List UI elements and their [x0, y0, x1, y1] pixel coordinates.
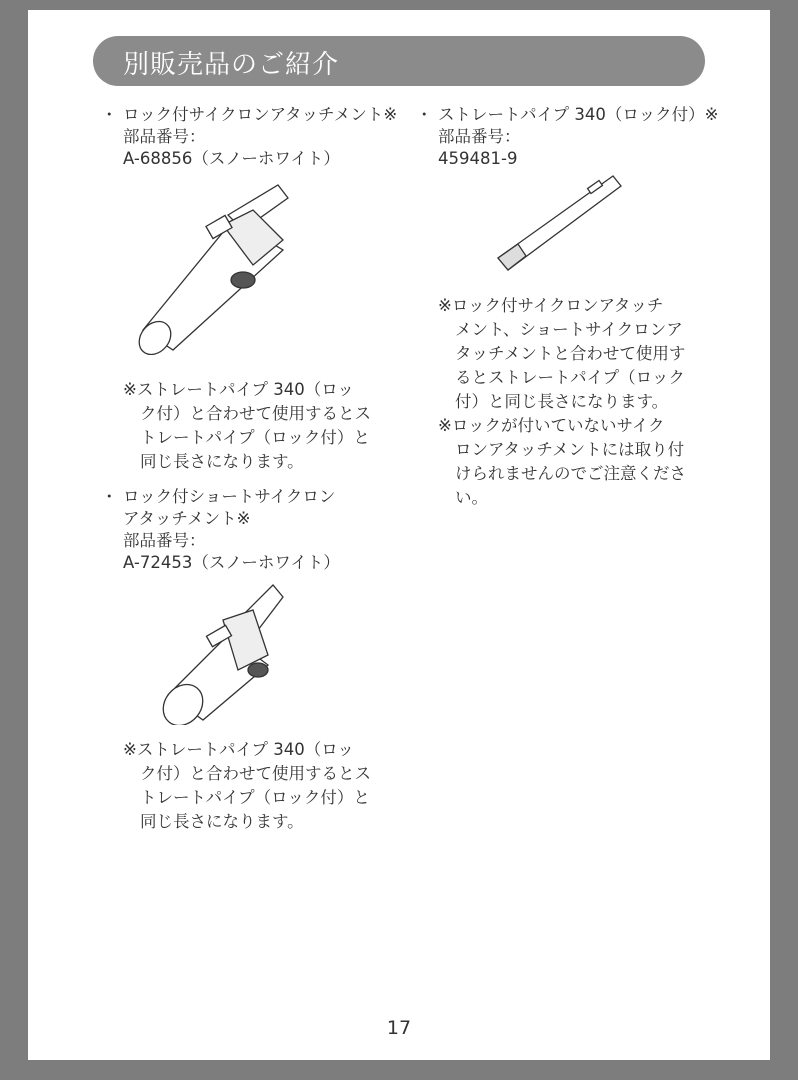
part-number: A-68856（スノーホワイト） [123, 149, 340, 168]
note-line: い。 [455, 488, 488, 507]
note-line: ※ロックが付いていないサイク [438, 416, 665, 435]
part-number: A-72453（スノーホワイト） [123, 553, 340, 572]
note-line: メント、ショートサイクロンア [455, 320, 683, 339]
part-number: 459481-9 [438, 149, 518, 168]
accessory-straight-pipe [416, 104, 719, 170]
part-label: 部品番号： [123, 127, 206, 146]
note-line: 付）と同じ長さになります。 [455, 392, 669, 411]
note-line: 同じ長さになります。 [140, 452, 304, 471]
note-1 [123, 378, 371, 474]
note-line: ※ストレートパイプ 340（ロッ [123, 380, 354, 399]
note-line: ロンアタッチメントには取り付 [455, 440, 685, 459]
note-2 [123, 738, 371, 834]
cyclone-attachment-illustration [133, 170, 303, 355]
note-line: ク付）と合わせて使用するとス [140, 764, 371, 783]
item-name: ロック付ショートサイクロン [123, 487, 336, 506]
bullet: ・ [101, 105, 118, 124]
section-title: 別販売品のご紹介 [123, 50, 340, 80]
note-line: トレートパイプ（ロック付）と [140, 428, 370, 447]
note-line: 同じ長さになります。 [140, 812, 304, 831]
note-right-1 [438, 294, 685, 414]
straight-pipe-illustration [488, 168, 638, 278]
accessory-cyclone-attachment [101, 104, 398, 170]
accessory-short-cyclone-attachment [101, 486, 340, 574]
note-line: ク付）と合わせて使用するとス [140, 404, 371, 423]
note-line: タッチメントと合わせて使用す [455, 344, 686, 363]
item-name: アタッチメント※ [123, 509, 251, 528]
bullet: ・ [101, 487, 118, 506]
page-number: 17 [386, 1017, 412, 1039]
section-header [93, 36, 705, 86]
note-line: トレートパイプ（ロック付）と [140, 788, 370, 807]
manual-page [28, 10, 770, 1060]
bullet: ・ [416, 105, 433, 124]
note-line: けられませんのでご注意くださ [455, 464, 686, 483]
note-line: ※ロック付サイクロンアタッチ [438, 296, 664, 315]
note-line: るとストレートパイプ（ロック [455, 368, 685, 387]
short-cyclone-attachment-illustration [158, 575, 288, 725]
note-right-2 [438, 414, 686, 510]
note-line: ※ストレートパイプ 340（ロッ [123, 740, 354, 759]
part-label: 部品番号： [123, 531, 206, 550]
item-name: ストレートパイプ 340（ロック付）※ [438, 105, 719, 124]
part-label: 部品番号： [438, 127, 521, 146]
item-name: ロック付サイクロンアタッチメント※ [123, 105, 398, 124]
